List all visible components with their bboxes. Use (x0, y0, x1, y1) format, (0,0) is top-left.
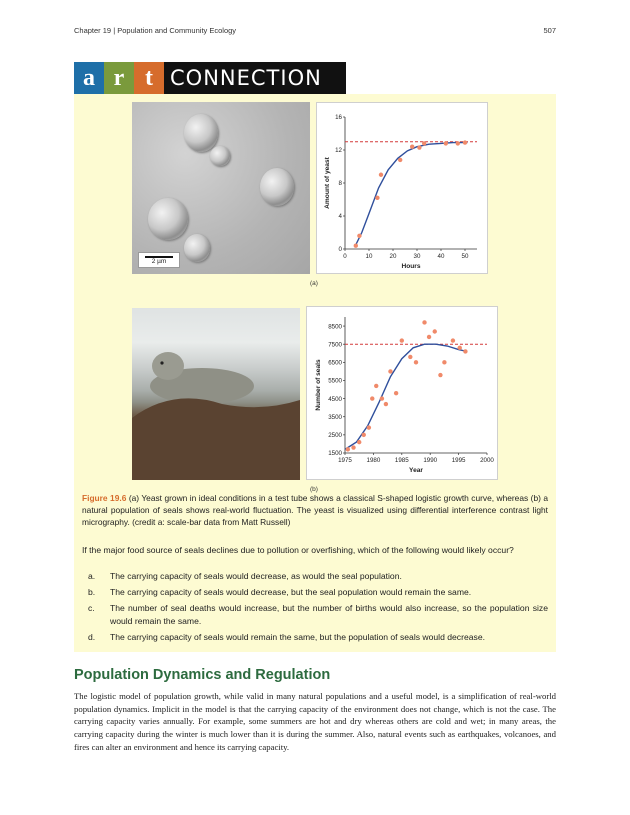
section-body: The logistic model of population growth, while valid in many natural populations and a useful model, is a simplification of real-world population dynamics. Implicit in the model is that the carrying capacity of the environment does not change, which is not the case. The carrying capacity varies annually. For example, some summers are hot and dry whereas others are cold and wet; in many areas, the carrying capacity during the winter is much lower than it is during the summer. Also, natural events such as earthquakes, volcanoes, and fires can alter an environment and hence its carrying capacity. (74, 691, 556, 752)
page-header (74, 26, 556, 35)
y-axis-label: Number of seals (315, 359, 322, 411)
yeast-micrograph (132, 102, 310, 274)
data-point (463, 349, 467, 353)
x-tick-label: 50 (461, 253, 469, 260)
banner-word: CONNECTION (170, 66, 322, 90)
data-point (394, 391, 398, 395)
data-point (414, 360, 418, 364)
growth-curve (355, 143, 468, 248)
x-axis-label: Hours (401, 263, 421, 270)
x-tick-label: 1995 (451, 457, 466, 464)
answer-option (82, 586, 548, 599)
y-tick-label: 7500 (328, 341, 342, 349)
x-axis-label: Year (409, 467, 423, 474)
answer-list (82, 570, 548, 647)
figure-caption (82, 492, 548, 528)
yeast-chart-svg (317, 103, 487, 273)
y-tick-label: 2500 (328, 432, 342, 440)
data-point (438, 373, 442, 377)
seal-head (152, 352, 184, 380)
seal-population-chart (306, 306, 498, 480)
yeast-cell (184, 114, 218, 152)
y-axis-label: Amount of yeast (324, 157, 331, 209)
rock (132, 398, 300, 480)
data-point (463, 140, 467, 144)
data-point (417, 145, 421, 149)
seal-chart-svg (307, 307, 497, 479)
x-tick-label: 1990 (423, 457, 438, 464)
banner-letter-a: a (74, 62, 104, 94)
x-tick-label: 1980 (366, 457, 381, 464)
data-point (458, 346, 462, 350)
yeast-cell (148, 198, 188, 240)
panel-b-label: (b) (310, 486, 318, 493)
x-tick-label: 40 (437, 253, 445, 260)
banner-letter-t: t (134, 62, 164, 94)
x-tick-label: 20 (389, 253, 397, 260)
data-point (400, 338, 404, 342)
y-tick-label: 0 (338, 246, 342, 254)
x-tick-label: 10 (365, 253, 373, 260)
art-connection-banner (74, 62, 346, 94)
answer-text: The carrying capacity of seals would decrease, as would the seal population. (110, 571, 402, 581)
chapter-title: Chapter 19 | Population and Community Ecology (74, 26, 237, 35)
data-point (408, 355, 412, 359)
answer-letter: a. (88, 571, 96, 581)
y-tick-label: 12 (335, 147, 342, 155)
figure-label: Figure 19.6 (82, 493, 127, 503)
y-tick-label: 8500 (328, 323, 342, 331)
answer-letter: d. (88, 631, 96, 642)
data-point (380, 396, 384, 400)
y-tick-label: 16 (335, 114, 342, 122)
x-tick-label: 0 (343, 253, 347, 260)
y-tick-label: 1500 (328, 450, 342, 458)
panel-a-label: (a) (310, 280, 318, 287)
x-tick-label: 30 (413, 253, 421, 260)
yeast-growth-chart (316, 102, 488, 274)
data-point (422, 320, 426, 324)
scale-bar: 2 µm (138, 252, 180, 268)
data-point (357, 440, 361, 444)
data-point (374, 384, 378, 388)
seal-eye (160, 361, 163, 364)
y-tick-label: 3500 (328, 413, 342, 421)
y-tick-label: 5500 (328, 377, 342, 385)
x-tick-label: 2000 (480, 457, 494, 464)
question-text: If the major food source of seals declines due to pollution or overfishing, which of the following would likely occur? (82, 545, 514, 555)
y-tick-label: 4500 (328, 395, 342, 403)
data-point (367, 425, 371, 429)
answer-letter: c. (88, 603, 95, 613)
x-tick-label: 1975 (338, 457, 352, 464)
yeast-cell (210, 146, 230, 166)
y-tick-label: 4 (338, 213, 342, 221)
data-point (362, 433, 366, 437)
data-point (357, 234, 361, 238)
answer-text: The number of seal deaths would increase, but the number of births would also increase, so the population size would remain the same. (110, 603, 548, 626)
art-connection-panel (74, 94, 556, 652)
answer-option (82, 602, 548, 627)
data-point (384, 402, 388, 406)
y-tick-label: 6500 (328, 359, 342, 367)
data-point (370, 396, 374, 400)
section-title: Population Dynamics and Regulation (74, 667, 331, 683)
answer-option (82, 570, 548, 583)
x-tick-label: 1985 (394, 457, 409, 464)
answer-option (82, 631, 548, 644)
data-point (422, 141, 426, 145)
seal-photo (132, 308, 300, 480)
data-point (433, 329, 437, 333)
data-point (398, 158, 402, 162)
yeast-cell (260, 168, 294, 206)
page-number: 507 (543, 26, 556, 35)
answer-text: The carrying capacity of seals would remain the same, but the population of seals would decrease. (110, 631, 485, 642)
data-point (444, 141, 448, 145)
data-point (388, 369, 392, 373)
data-point (375, 196, 379, 200)
seal-illustration (132, 308, 300, 480)
data-point (351, 445, 355, 449)
data-point (427, 335, 431, 339)
data-point (410, 145, 414, 149)
data-point (451, 338, 455, 342)
data-point (442, 360, 446, 364)
answer-text: The carrying capacity of seals would decrease, but the seal population would remain the same. (110, 587, 472, 597)
yeast-cell (184, 234, 210, 262)
data-point (354, 244, 358, 248)
data-point (379, 173, 383, 177)
answer-letter: b. (88, 587, 96, 597)
data-point (346, 447, 350, 451)
banner-letter-r: r (104, 62, 134, 94)
data-point (456, 141, 460, 145)
caption-text: (a) Yeast grown in ideal conditions in a test tube shows a classical S-shaped logistic growth curve, whereas (b) a natural population of seals shows real-world fluctuation. The yeast is visualized using differential interference contrast light micrography. (credit a: scale-bar data from Matt Russell) (82, 493, 549, 527)
y-tick-label: 8 (338, 180, 342, 188)
